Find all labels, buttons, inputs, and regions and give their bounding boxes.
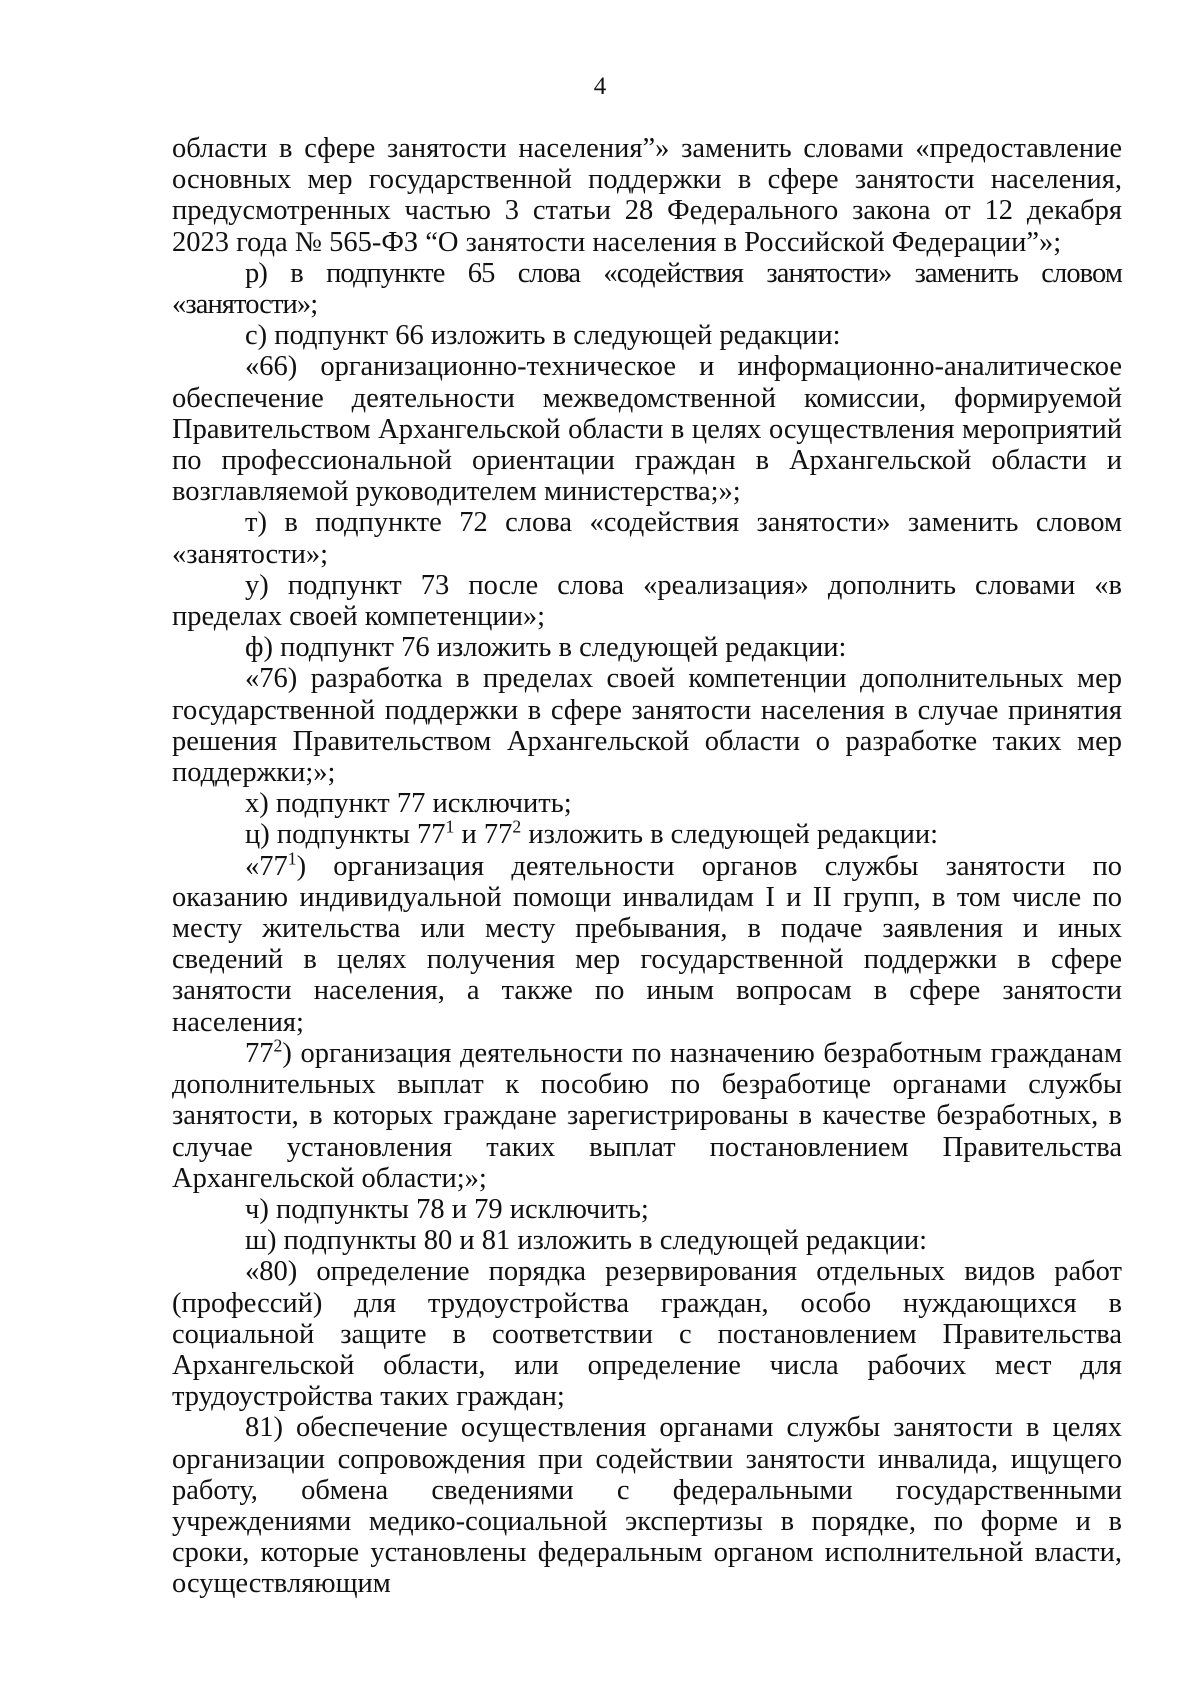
paragraph-subitem-77-1 [172, 848, 1122, 1038]
superscript: 1 [287, 848, 297, 869]
text-fragment: ) организация деятельности органов службы занятости по оказанию индивидуальной помощи инвалидам I и II групп, в том числе по месту жительства или месту пребывания, в подаче заявления и иных сведений в целях получения мер государственной поддержки в сфере занятости населения, а также по иным вопросам в сфере занятости населения; [172, 850, 1122, 1038]
paragraph-item-r: р) в подпункте 65 слова «содействия занятости» заменить словом «занятости»; [172, 257, 1122, 321]
paragraph-item-u: у) подпункт 73 после слова «реализация» дополнить словами «в пределах своей компетенции»; [172, 569, 1122, 633]
paragraph-subitem-80: «80) определение порядка резервирования отдельных видов работ (профессий) для трудоустройства граждан, особо нуждающихся в социальной защите в соответствии с постановлением Правительства Архангельской области, или определение числа рабочих мест для трудоустройства таких граждан; [172, 1256, 1122, 1413]
text-fragment: ц) подпункты 77 [245, 819, 446, 851]
paragraph-item-ch: ч) подпункты 78 и 79 исключить; [245, 1193, 649, 1225]
superscript: 2 [273, 1035, 283, 1056]
paragraph-item-f: ф) подпункт 76 изложить в следующей редакции: [245, 632, 847, 664]
paragraph-item-ts [172, 816, 1122, 851]
text-fragment: изложить в следующей редакции: [521, 819, 939, 851]
paragraph-item-s: с) подпункт 66 изложить в следующей редакции: [245, 320, 841, 352]
paragraph-continuation: области в сфере занятости населения”» заменить словами «предоставление основных мер государственной поддержки в сфере занятости населения, предусмотренных частью 3 статьи 28 Федерального закона от 12 декабря 2023 года № 565-ФЗ “О занятости населения в Российской Федерации”»; [172, 133, 1122, 258]
text-fragment: 77 [245, 1037, 274, 1069]
superscript: 1 [445, 816, 455, 837]
text-fragment: и 77 [454, 819, 513, 851]
paragraph-item-t: т) в подпункте 72 слова «содействия занятости» заменить словом «занятости»; [172, 507, 1122, 570]
superscript: 2 [512, 816, 522, 837]
text-fragment: «77 [245, 850, 288, 882]
paragraph-subitem-81: 81) обеспечение осуществления органами службы занятости в целях организации сопровождения при содействии занятости инвалида, ищущего работу, обмена сведениями с федеральными государственными учреждениями медико-социальной экспертизы в порядке, по форме и в сроки, которые установлены федеральным органом исполнительной власти, осуществляющим [172, 1412, 1122, 1600]
paragraph-item-kh: х) подпункт 77 исключить; [245, 788, 572, 820]
paragraph-item-sh: ш) подпункты 80 и 81 изложить в следующей редакции: [245, 1225, 928, 1257]
paragraph-subitem-76: «76) разработка в пределах своей компетенции дополнительных мер государственной поддержки в сфере занятости населения в случае принятия решения Правительством Архангельской области о разработке таких мер поддержки;»; [172, 663, 1122, 789]
paragraph-subitem-77-2 [172, 1035, 1122, 1194]
text-fragment: ) организация деятельности по назначению безработным гражданам дополнительных выплат к пособию по безработице органами службы занятости, в которых граждане зарегистрированы в качестве безработных, в случае установления таких выплат постановлением Правительства Архангельской области;»; [172, 1037, 1122, 1194]
paragraph-subitem-66: «66) организационно-техническое и информационно-аналитическое обеспечение деятельности межведомственной комиссии, формируемой Правительством Архангельской области в целях осуществления мероприятий по профессиональной ориентации граждан в Архангельской области и возглавляемой руководителем министерства;»; [172, 351, 1122, 508]
document-body [172, 133, 1122, 1600]
page-number: 4 [593, 73, 607, 100]
